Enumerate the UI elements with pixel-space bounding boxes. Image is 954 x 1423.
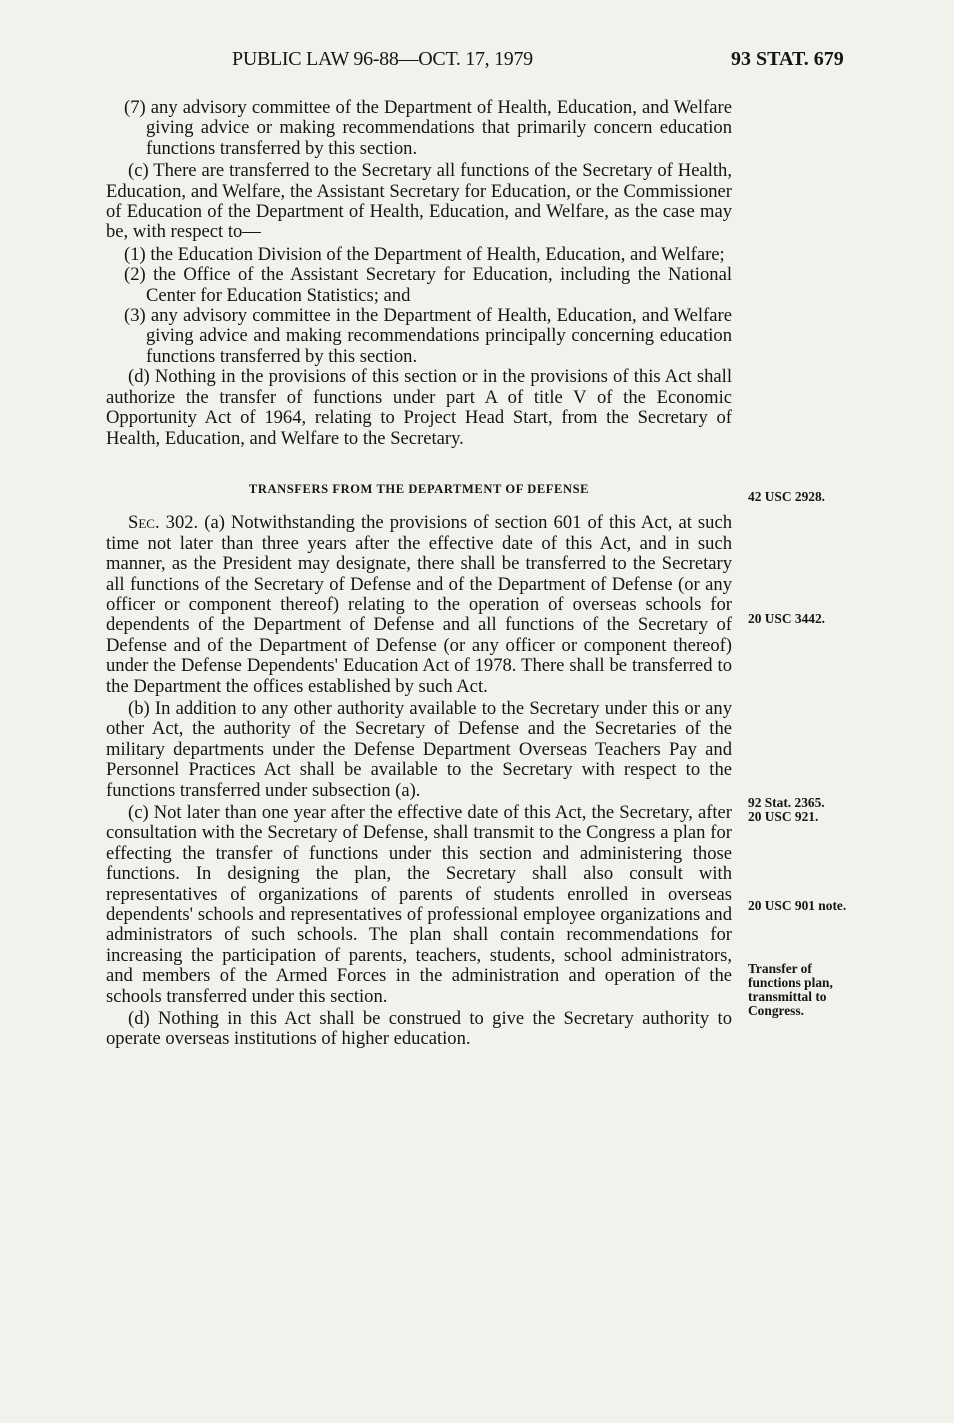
margin-note-line: transmittal to [748,989,827,1004]
section-label: Sec. 302. [128,512,199,534]
paragraph-sec302-a-text: (a) Notwithstanding the provisions of section 601 of this Act, at such time not later than three years after the effective date of this Act, and in such manner, as the President may designate, there shall be transferred to the Secretary all functions of the Secretary of Defense and of the Department of Defense (or any officer or component thereof) relating to the operation of overseas schools for dependents of the Department of Defense and all functions of the Secretary of Defense and of the Department of Defense (or any officer or component thereof) under the Defense Dependents' Education Act of 1978. There shall be transferred to the Department the offices established by such Act. [106,512,732,697]
main-text [106,98,732,1050]
running-head: PUBLIC LAW 96-88—OCT. 17, 1979 [232,48,533,70]
margin-note-20-usc-3442: 20 USC 3442. [748,611,826,626]
paragraph-c3: (3) any advisory committee in the Department of Health, Education, and Welfare giving advice and making recommendations principally concerning education functions transferred by this section. [124,305,732,367]
paragraph-c: (c) There are transferred to the Secretary all functions of the Secretary of Health, Education, and Welfare, the Assistant Secretary for Education, or the Commissioner of Education of the Department of Health, Education, and Welfare, as the case may be, with respect to— [106,160,732,243]
paragraph-sec302-a [106,513,732,697]
margin-note-42-usc-2928: 42 USC 2928. [748,489,826,504]
margin-note-line: 20 USC 921. [748,809,819,824]
paragraph-c1: (1) the Education Division of the Department of Health, Education, and Welfare; [124,243,725,265]
paragraph-c2: (2) the Office of the Assistant Secretary for Education, including the National Center for Education Statistics; and [124,264,732,306]
page-header [0,48,954,78]
margin-note-92-stat-2365 [748,796,878,824]
paragraph-sec302-c: (c) Not later than one year after the effective date of this Act, the Secretary, after consultation with the Secretary of Defense, shall transmit to the Congress a plan for effecting the transfer of functions under this section and administering those functions. In designing the plan, the Secretary shall also consult with representatives of organizations of parents of students enrolled in overseas dependents' schools and representatives of professional employee organizations and administrators of such schools. The plan shall contain recommendations for increasing the participation of parents, teachers, students, school administrators, and members of the Armed Forces in the administration and operation of the schools transferred under this section. [106,802,732,1007]
margin-note-line: 92 Stat. 2365. [748,795,825,810]
paragraph-sec302-d: (d) Nothing in this Act shall be construed to give the Secretary authority to operate overseas institutions of higher education. [106,1008,732,1050]
margin-note-line: Transfer of [748,961,812,976]
margin-note-20-usc-901: 20 USC 901 note. [748,898,847,913]
paragraph-sec302-b: (b) In addition to any other authority available to the Secretary under this or any other Act, the authority of the Secretary of Defense and the Secretaries of the military departments under the Defense Department Overseas Teachers Pay and Personnel Practices Act shall be available to the Secretary with respect to the functions transferred under subsection (a). [106,697,732,801]
margin-note-line: functions plan, [748,975,833,990]
statute-page-number: 93 STAT. 679 [731,48,844,70]
margin-note-transfer-plan [748,962,878,1018]
paragraph-b7: (7) any advisory committee of the Department of Health, Education, and Welfare giving advice or making recommendations that primarily concern education functions transferred by this section. [124,97,732,159]
paragraph-d: (d) Nothing in the provisions of this section or in the provisions of this Act shall authorize the transfer of functions under part A of title V of the Economic Opportunity Act of 1964, relating to Project Head Start, from the Secretary of Health, Education, and Welfare to the Secretary. [106,366,732,449]
section-heading: TRANSFERS FROM THE DEPARTMENT OF DEFENSE [248,481,590,496]
margin-note-line: Congress. [748,1003,804,1018]
